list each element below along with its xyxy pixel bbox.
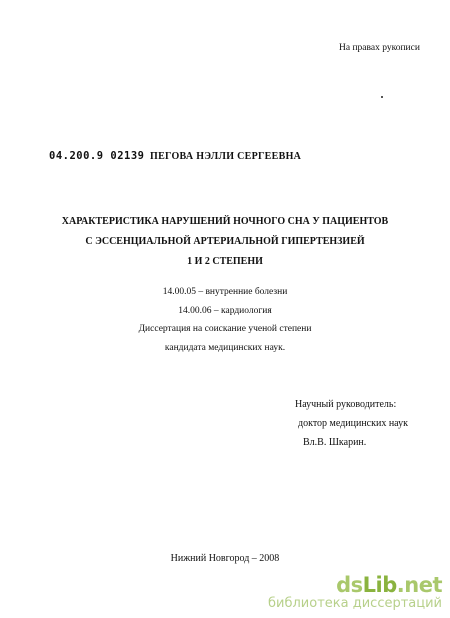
dissertation-title <box>0 212 450 272</box>
supervisor-degree: доктор медицинских наук <box>298 418 408 429</box>
title-line: 1 И 2 СТЕПЕНИ <box>187 256 263 267</box>
title-line: ХАРАКТЕРИСТИКА НАРУШЕНИЙ НОЧНОГО СНА У ПАЦИЕНТОВ <box>61 216 389 227</box>
specialty-line: 14.00.05 – внутренние болезни <box>162 287 288 297</box>
logo-part-net: .net <box>396 573 442 597</box>
scan-speck <box>381 96 383 98</box>
supervisor-label: Научный руководитель: <box>295 399 397 410</box>
manuscript-rights-note: На правах рукописи <box>339 43 420 53</box>
dslib-watermark <box>268 574 442 612</box>
degree-line: Диссертация на соискание ученой степени <box>138 324 312 334</box>
dslib-tagline: библиотека диссертаций <box>268 596 442 611</box>
dissertation-meta <box>0 283 450 357</box>
logo-part-lib: Lib <box>362 573 397 597</box>
dslib-logo <box>268 574 442 596</box>
specialty-line: 14.00.06 – кардиология <box>178 305 272 316</box>
logo-part-ds: ds <box>336 573 363 597</box>
registration-number: 04.200.9 02139 <box>49 150 145 162</box>
city-year: Нижний Новгород – 2008 <box>170 553 280 564</box>
degree-line: кандидата медицинских наук. <box>164 342 286 353</box>
title-line: С ЭССЕНЦИАЛЬНОЙ АРТЕРИАЛЬНОЙ ГИПЕРТЕНЗИЕЙ <box>85 236 365 247</box>
supervisor-name: Вл.В. Шкарин. <box>303 437 367 448</box>
author-name: ПЕГОВА НЭЛЛИ СЕРГЕЕВНА <box>150 151 302 162</box>
